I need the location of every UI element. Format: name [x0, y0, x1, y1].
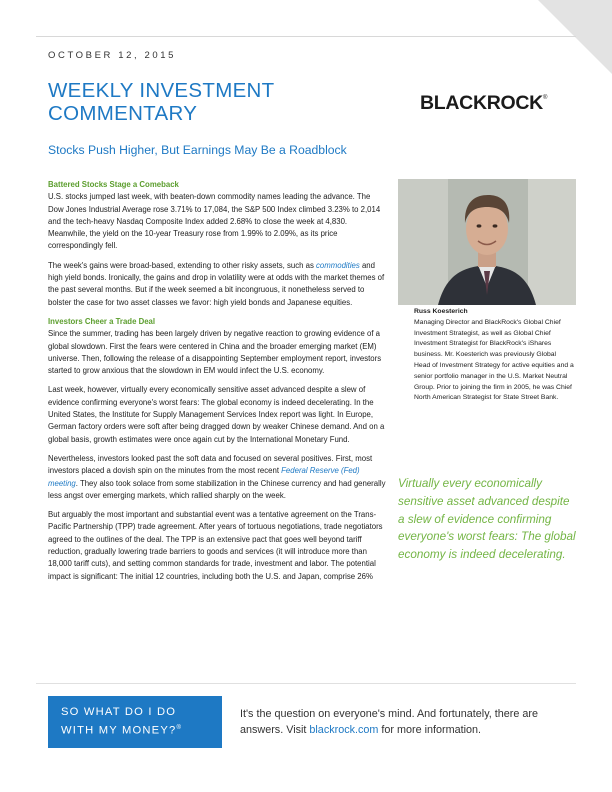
author-photo	[398, 179, 576, 305]
paragraph-1: U.S. stocks jumped last week, with beaten-down commodity names leading the advance. The Dow Jones Industrial Average rose 3.71% to 17,084, the S&P 500 Index climbed 3.23% to 2,014 and the tech-heavy Nasdaq Composite Index added 2.68% to close the week at 4,830. Meanwhile, the yield on the 10-year Treasury rose from 1.99% to 2.09%, as its price correspondingly fell.	[48, 192, 381, 251]
author-name: Russ Koesterich	[414, 308, 468, 315]
cta-line-2-text: WITH MY MONEY?	[61, 724, 177, 737]
blackrock-link[interactable]: blackrock.com	[309, 723, 379, 736]
cta-line-2	[61, 720, 222, 739]
paragraph-5-text-a: Nevertheless, investors looked past the soft data and focused on several positives. First, most investors placed a dovish spin on the minutes from the most recent	[48, 453, 373, 476]
cta-registered-mark: ®	[176, 725, 183, 731]
paragraph-2-text-a: The week's gains were broad-based, extending to other risky assets, such as	[48, 260, 317, 270]
top-divider	[36, 36, 576, 37]
paragraph-2	[48, 260, 386, 309]
footer-message	[240, 707, 570, 738]
paragraph-2-text-b: and high yield bonds. Ironically, the gains and drop in volatility were at odds with the market themes of the past several months. But if the week seemed a bit incongruous, it nonetheless served to bolster the case for two asset classes we favor: high yield bonds and Japanese equities.	[48, 260, 385, 307]
bottom-divider	[36, 683, 576, 684]
logo-text: BLACKROCK	[420, 92, 543, 114]
paragraph-4: Last week, however, virtually every economically sensitive asset advanced despite a slew of evidence confirming everyone's worst fears: The global economy is indeed decelerating. In the United States, the Institute for Supply Management Services Index report was light. In Europe, German factory orders were soft after being dragged down by weaker Chinese demand. And on a global basis, growth estimates were once again cut by the International Monetary Fund.	[48, 385, 385, 444]
paragraph-6: But arguably the most important and substantial event was a tentative agreement on the Trans-Pacific Partnership (TPP) trade agreement. After years of tortuous negotiations, trade negotiators agreed to the outlines of the deal. The TPP is an extensive pact that goes well beyond tariff reduction, gradually lowering trade barriers to goods and services (it will introduce more than 18,000 tariff cuts), and setting common standards for trade, investment and labor. The potential impact is significant: The initial 12 countries, including both the U.S. and Japan, comprise 26%	[48, 510, 383, 581]
section-heading-trade-deal: Investors Cheer a Trade Deal	[48, 316, 156, 326]
issue-date: OCTOBER 12, 2015	[48, 50, 177, 61]
commodities-link[interactable]: commodities	[316, 260, 360, 270]
fed-meeting-link[interactable]: Federal Reserve (Fed) meeting	[48, 466, 360, 488]
paragraph-5	[48, 453, 386, 502]
footer-text-b: for more information.	[378, 723, 482, 736]
author-portrait-illustration	[398, 179, 576, 305]
paragraph-5-text-b: . They also took solace from some stabilization in the Chinese currency and had generally less angst over emerging markets, which rallied sharply on the week.	[48, 478, 386, 500]
so-what-do-i-do-button[interactable]	[48, 696, 222, 748]
author-bio	[414, 307, 574, 404]
cta-line-1: SO WHAT DO I DO	[61, 706, 177, 718]
pull-quote: Virtually every economically sensitive asset advanced despite a slew of evidence confirming everyone's worst fears: The global economy is indeed decelerating.	[398, 477, 576, 562]
logo-registered-mark: ®	[542, 95, 548, 101]
blackrock-logo	[420, 92, 547, 115]
corner-decoration	[538, 0, 612, 74]
article-body	[48, 179, 386, 590]
paragraph-3: Since the summer, trading has been largely driven by negative reaction to growing evidence of a global slowdown. First the fears were centered in China and the broader emerging market (EM) universe. Then, following the release of a disappointing September employment report, investors started to grow anxious that the slowdown in EM would infect the U.S. economy.	[48, 329, 382, 376]
article-subtitle: Stocks Push Higher, But Earnings May Be a Roadblock	[48, 143, 347, 157]
title-line-2: COMMENTARY	[48, 102, 198, 125]
page-title	[48, 79, 274, 125]
title-line-1: WEEKLY INVESTMENT	[48, 79, 275, 102]
footer-text-a: It's the question on everyone's mind. And fortunately, there are answers. Visit	[240, 708, 539, 736]
section-heading-comeback: Battered Stocks Stage a Comeback	[48, 180, 179, 189]
author-description: Managing Director and BlackRock's Global Chief Investment Strategist, as well as Global Chief Investment Strategist for BlackRock's iShares business. Mr. Koesterich was previously Global Head of Investment Strategy for active equities and a senior portfolio manager in the U.S. Market Neutral Group. Prior to joining the firm in 2005, he was Chief North American Strategist for State Street Bank.	[414, 318, 574, 402]
